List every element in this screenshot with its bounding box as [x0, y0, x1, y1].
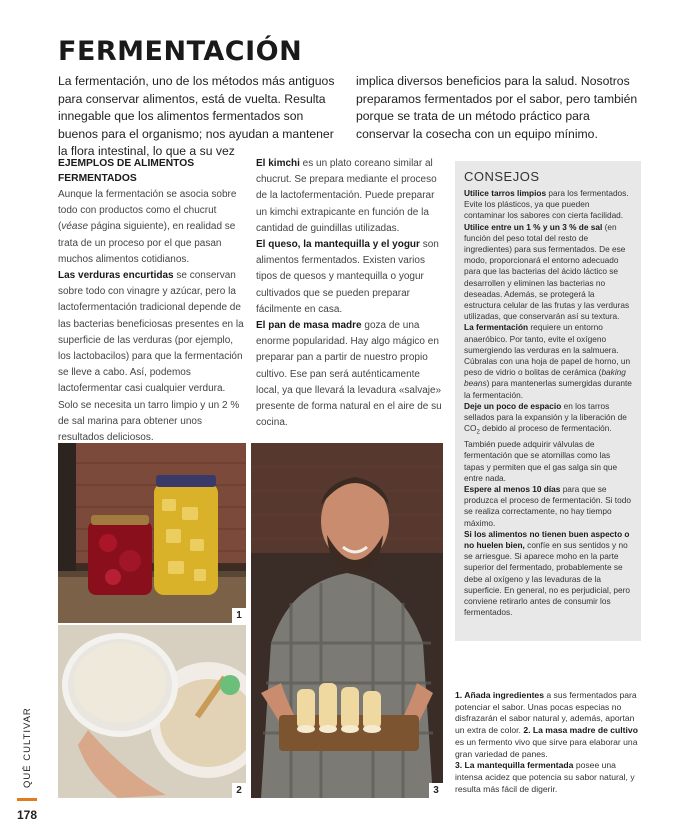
pickle-jars-illustration	[58, 443, 246, 623]
photo-sourdough	[58, 625, 246, 798]
examples-paragraph-1: Aunque la fermentación se asocia sobre todo con productos como el chucrut (véase página siguiente), en realidad se trata de un proceso por el que pasan muchos alimentos cotidianos.	[58, 189, 237, 265]
photo-pickle-jars	[58, 443, 246, 623]
page-title: FERMENTACIÓN	[58, 36, 303, 67]
tips-box	[455, 161, 641, 641]
column-examples	[58, 156, 244, 446]
tip-anaerobic: La fermentación requiere un entorno anaeróbico. Por tanto, evite el oxígeno sumergiendo las verduras en la salmuera. Cúbralas con una hoja de papel de horno, un peso de vidrio o bolitas de cerámica (baking beans) para mantenerlas sumergidas durante la fermentación.	[464, 322, 632, 400]
kimchi-paragraph: El kimchi es un plato coreano similar al chucrut. Se prepara mediante el proceso de la lactofermentación. Puede preparar un kimchi extrapicante en función de la cantidad de guindillas utilizadas.	[256, 158, 437, 234]
section-label: QUÉ CULTIVAR	[22, 707, 33, 788]
photo-number-badge: 3	[429, 783, 443, 798]
column-examples-continued	[256, 156, 442, 431]
tip-wait: Espere al menos 10 días para que se produzca el proceso de fermentación. Si todo se realiza correctamente, no hay tiempo máximo.	[464, 483, 631, 528]
sourdough-illustration	[58, 625, 246, 798]
accent-rule	[17, 798, 37, 801]
tip-salt: Utilice entre un 1 % y un 3 % de sal (en función del peso total del resto de ingredientes) para sus fermentados. De ese modo, proporcionará el entorno adecuado para que las bacterias del ácido láctico se desarrollen y eliminen las bacterias no deseadas. Además, se protegerá la estructura celular de las frutas y las verduras utilizadas, que conservarán así su textura.	[464, 221, 630, 322]
tip-jars: Utilice tarros limpios para los fermentados. Evite los plásticos, ya que pueden contaminar los sabores con cierta facilidad.	[464, 188, 629, 221]
man-with-butter-illustration	[251, 443, 443, 798]
tips-heading: CONSEJOS	[464, 169, 540, 184]
sourdough-paragraph: El pan de masa madre goza de una enorme popularidad. Hay algo mágico en preparar pan a partir de nuestro propio cultivo. Ese pan será auténticamente local, ya que llevará la levadura «salvaje» presente de forma natural en el aire de su cocina.	[256, 320, 442, 429]
page-number: 178	[17, 808, 38, 822]
intro-left: La fermentación, uno de los métodos más antiguos para conservar alimentos, está de vuelta. Resulta innegable que los alimentos fermentados son buenos para el organismo; nos ayudan a mantener la flora intestinal, lo que a su vez	[58, 74, 335, 158]
photo-captions: 1. Añada ingredientes a sus fermentados para potenciar el sabor. Unas pocas especias no disfrazarán el sabor natural y, además, aportan un extra de color. 2. La masa madre de cultivo es un fermento vivo que sirve para elaborar una gran variedad de panes. 3. La mantequilla fermentada posee una intensa acidez que potencia su sabor natural, y resulta más fácil de digerir.	[455, 690, 638, 794]
tip-space: Deje un poco de espacio en los tarros sellados para la expansión y la liberación de $CO_2$ debido al proceso de fermentación. También puede adquirir válvulas de fermentación que se atornillas como las tapas y permiten que el gas salga sin que entre nada.	[464, 400, 627, 483]
photo-man-with-butter	[251, 443, 443, 798]
examples-paragraph-2: Las verduras encurtidas se conservan sobre todo con vinagre y azúcar, pero la lactofermentación tradicional depende de las bacterias beneficiosas presentes en la superficie de las verduras (por ejemplo, los lactobacilos) para que la fermentación se lleve a cabo. Así, podemos lactofermentar casi cualquier verdura. Solo se necesita un tarro limpio y un 2 % de sal marina para obtener unos resultados deliciosos.	[58, 270, 244, 444]
intro-right: implica diversos beneficios para la salud. Nosotros preparamos fermentados por el sabor, pero también porque se trata de un método práctico para conservar la cosecha con un equipo mínimo.	[356, 74, 638, 141]
tip-spoilage: Si los alimentos no tienen buen aspecto o no huelen bien, confíe en sus sentidos y no se arriesgue. Si aparece moho en la parte superior del fermentado, probablemente se debe al oxígeno y las levaduras de la superficie. En general, no es perjudicial, pero conviene retirarlo antes de consumir los fermentados.	[464, 528, 631, 618]
examples-heading: EJEMPLOS DE ALIMENTOS FERMENTADOS	[58, 158, 195, 184]
photo-number-badge: 1	[232, 608, 246, 623]
dairy-paragraph: El queso, la mantequilla y el yogur son alimentos fermentados. Existen varios tipos de quesos y mantequilla o yogur cultivados que se pueden preparar fácilmente en casa.	[256, 239, 439, 315]
photo-number-badge: 2	[232, 783, 246, 798]
